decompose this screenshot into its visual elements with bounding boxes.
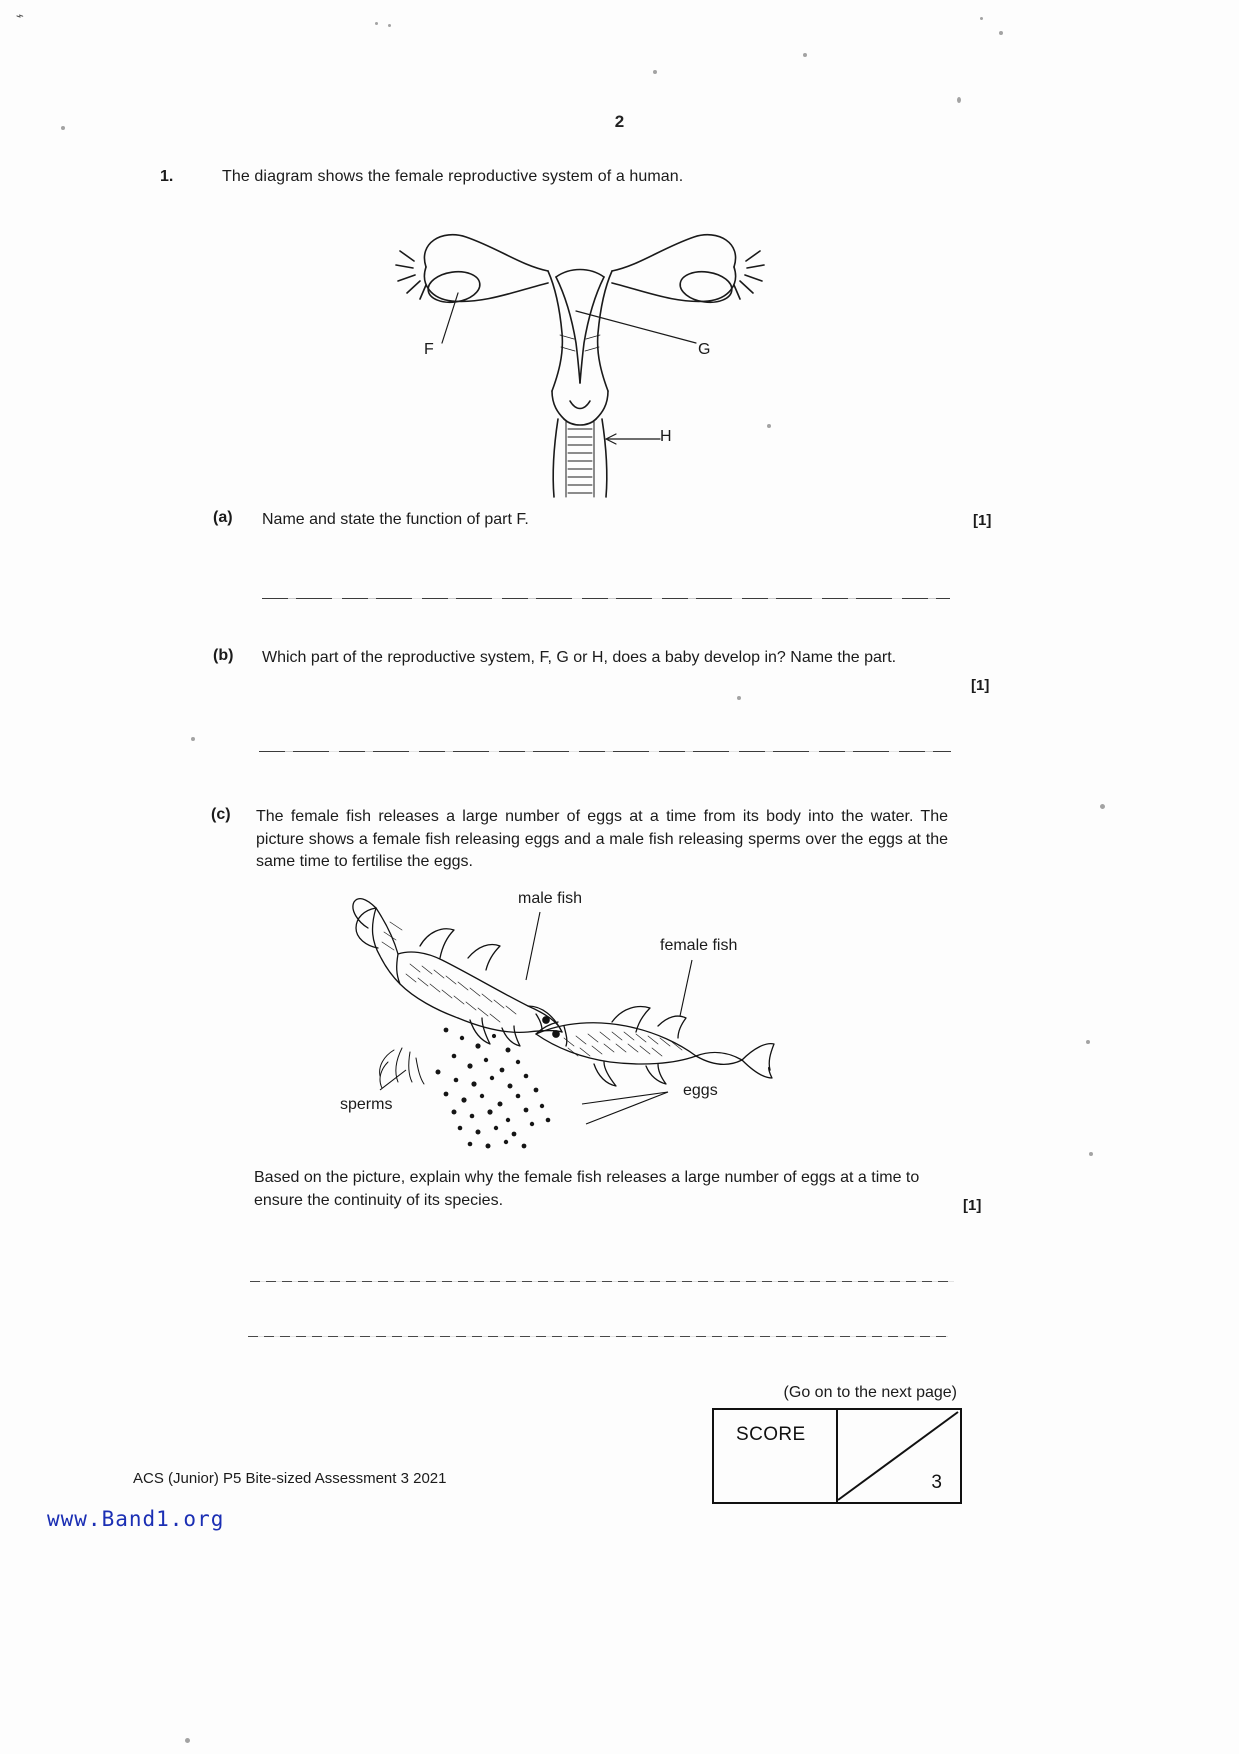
diagram-label-g: G <box>698 341 711 358</box>
question-stem: The diagram shows the female reproductive system of a human. <box>222 168 684 185</box>
part-c-followup: Based on the picture, explain why the female fish releases a large number of eggs at a time to ensure the continuity of its species. <box>254 1169 920 1209</box>
scan-speck <box>1089 1152 1093 1156</box>
part-label-c: (c) <box>211 806 231 823</box>
fish-label-female: female fish <box>660 937 738 954</box>
part-marks-a: [1] <box>973 512 992 529</box>
answer-line[interactable] <box>262 598 950 599</box>
scan-speck <box>957 97 961 103</box>
scan-corner-mark: ⌁ <box>14 7 26 24</box>
scan-speck <box>191 737 195 741</box>
scan-speck <box>803 53 807 57</box>
part-label-b: (b) <box>213 647 234 664</box>
scan-speck <box>737 696 741 700</box>
diagram-label-h: H <box>660 428 672 445</box>
answer-line[interactable] <box>250 1281 954 1282</box>
part-marks-c: [1] <box>963 1197 982 1214</box>
scan-speck <box>980 17 983 20</box>
scan-speck <box>999 31 1003 35</box>
part-text-c: The female fish releases a large number of eggs at a time from its body into the water. The picture shows a female fish releasing eggs and a male fish releasing sperms over the eggs at the same time to fertilise the eggs. <box>256 808 948 871</box>
diagram-label-f: F <box>424 341 434 358</box>
scan-speck <box>388 24 391 27</box>
part-text-a: Name and state the function of part F. <box>262 511 529 528</box>
question-number: 1. <box>160 168 174 185</box>
score-label: SCORE <box>736 1424 806 1445</box>
part-label-a: (a) <box>213 509 233 526</box>
fish-label-eggs: eggs <box>683 1082 718 1099</box>
score-value: 3 <box>931 1472 942 1493</box>
scan-speck <box>653 70 657 74</box>
fish-spawning-figure <box>350 880 820 1150</box>
reproductive-system-figure <box>380 215 780 505</box>
fish-label-sperms: sperms <box>340 1096 393 1113</box>
part-text-b: Which part of the reproductive system, F, G or H, does a baby develop in? Name the part. <box>262 649 897 666</box>
scan-speck <box>1086 1040 1090 1044</box>
fish-label-male: male fish <box>518 890 583 907</box>
answer-line[interactable] <box>248 1336 948 1337</box>
go-on-next-page-note: (Go on to the next page) <box>783 1384 957 1401</box>
footer-reference: ACS (Junior) P5 Bite-sized Assessment 3 2021 <box>133 1470 447 1487</box>
part-marks-b: [1] <box>971 677 990 694</box>
page-number: 2 <box>614 112 625 131</box>
scan-speck <box>185 1738 190 1743</box>
watermark: www.Band1.org <box>47 1507 225 1531</box>
scan-speck <box>1099 803 1106 810</box>
answer-line[interactable] <box>259 751 951 752</box>
score-box <box>712 1408 962 1504</box>
scan-speck <box>375 22 378 25</box>
